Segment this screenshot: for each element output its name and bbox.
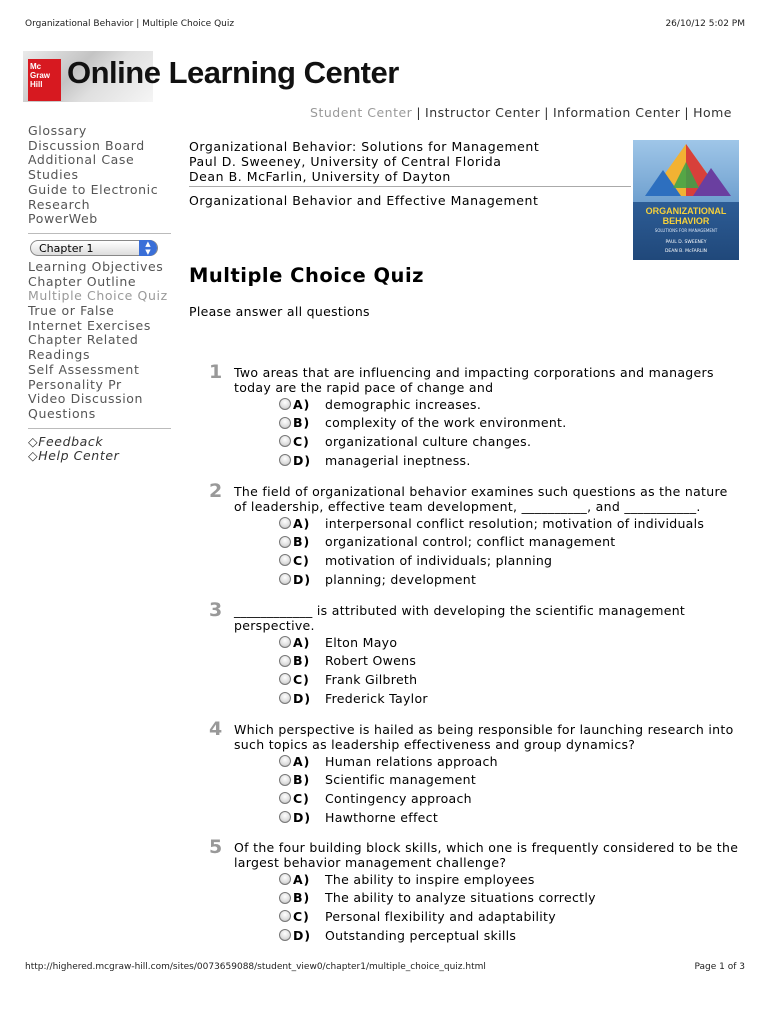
question-text: Of the four building block skills, which one is frequently considered to be the largest behavior management challenge?	[234, 840, 739, 870]
chapter-select[interactable]	[30, 240, 158, 256]
answer-option	[279, 889, 739, 908]
question-text: Two areas that are influencing and impacting corporations and managers today are the rapid pace of change and	[234, 365, 714, 395]
nav-instructor-center[interactable]: Instructor Center	[425, 105, 541, 120]
question-2	[209, 480, 739, 588]
option-text: The ability to inspire employees	[325, 871, 535, 887]
sidebar-item-learning-objectives[interactable]: Learning Objectives	[28, 258, 164, 274]
question-number: 4	[209, 718, 223, 740]
radio-button[interactable]	[279, 910, 291, 922]
sidebar-item-true-or-false[interactable]: True or False	[28, 303, 115, 319]
option-text: Hawthorne effect	[325, 809, 439, 825]
answer-option	[279, 808, 739, 827]
answer-option	[279, 570, 739, 589]
quiz-instructions: Please answer all questions	[189, 304, 370, 319]
answer-option	[279, 670, 739, 689]
radio-button[interactable]	[279, 398, 291, 410]
option-text: Personal flexibility and adaptability	[325, 908, 556, 924]
radio-button[interactable]	[279, 655, 291, 667]
cover-authors	[633, 238, 739, 256]
option-text: complexity of the work environment.	[325, 415, 567, 431]
select-arrows-icon: ▲ ▼	[139, 240, 157, 256]
answer-option	[279, 414, 739, 433]
option-text: The ability to analyze situations correctly	[325, 890, 596, 906]
radio-button[interactable]	[279, 929, 291, 941]
answer-option	[279, 432, 739, 451]
option-text: Contingency approach	[325, 790, 472, 806]
option-text: Frank Gilbreth	[325, 671, 418, 687]
option-text: Robert Owens	[325, 653, 417, 669]
option-text: managerial ineptness.	[325, 452, 471, 468]
option-text: organizational culture changes.	[325, 433, 532, 449]
option-letter: D)	[293, 809, 312, 825]
sidebar	[28, 124, 171, 464]
cover-subtitle: SOLUTIONS FOR MANAGEMENT	[654, 228, 718, 233]
option-letter: B)	[293, 534, 311, 550]
radio-button[interactable]	[279, 792, 291, 804]
question-number: 1	[209, 361, 223, 383]
top-navigation: Student Center | Instructor Center | Information Center | Home	[310, 105, 732, 120]
question-3	[209, 599, 739, 707]
option-text: Outstanding perceptual skills	[325, 927, 517, 943]
sidebar-item-additional-case[interactable]: Additional Case	[28, 152, 135, 168]
answer-option	[279, 395, 739, 414]
cover-author-1: PAUL D. SWEENEY	[665, 240, 707, 245]
cover-title: ORGANIZATIONAL BEHAVIOR	[645, 206, 727, 226]
question-number: 5	[209, 836, 223, 858]
sidebar-item-glossary[interactable]: Glossary	[28, 123, 87, 138]
sidebar-item-studies[interactable]: Studies	[28, 167, 79, 183]
radio-button[interactable]	[279, 873, 291, 885]
question-number: 2	[209, 480, 223, 502]
option-text: planning; development	[325, 571, 477, 587]
sidebar-item-chapter-outline[interactable]: Chapter Outline	[28, 273, 137, 289]
option-text: Human relations approach	[325, 753, 498, 769]
print-footer-url: http://highered.mcgraw-hill.com/sites/0073659088/student_view0/chapter1/multiple_choice_quiz.html	[25, 962, 486, 972]
chapter-select-value: Chapter 1	[39, 241, 94, 255]
banner-title: Online Learning Center	[67, 55, 399, 90]
radio-button[interactable]	[279, 755, 291, 767]
option-letter: C)	[293, 790, 310, 806]
option-text: Elton Mayo	[325, 634, 398, 650]
option-text: Scientific management	[325, 772, 477, 788]
sidebar-item-chapter-related[interactable]: Chapter Related	[28, 332, 139, 348]
answer-option	[279, 533, 739, 552]
question-4	[209, 718, 739, 826]
sidebar-item-guide-electronic[interactable]: Guide to Electronic	[28, 181, 159, 197]
radio-button[interactable]	[279, 673, 291, 685]
radio-button[interactable]	[279, 454, 291, 466]
sidebar-feedback-link[interactable]: ◇Feedback	[28, 433, 104, 449]
answer-option	[279, 451, 739, 470]
print-header-date: 26/10/12 5:02 PM	[665, 19, 745, 29]
sidebar-item-video-discussion[interactable]: Video Discussion	[28, 391, 144, 407]
option-text: demographic increases.	[325, 396, 482, 412]
sidebar-item-personality-pr[interactable]: Personality Pr	[28, 376, 122, 392]
option-letter: A)	[293, 753, 311, 769]
question-5	[209, 836, 739, 944]
olc-banner	[23, 51, 473, 102]
sidebar-item-discussion-board[interactable]: Discussion Board	[28, 137, 145, 153]
book-info	[189, 139, 631, 208]
nav-home[interactable]: Home	[693, 105, 732, 120]
sidebar-item-powerweb[interactable]: PowerWeb	[28, 211, 98, 227]
chapter-title: Organizational Behavior and Effective Management	[189, 193, 539, 208]
radio-button[interactable]	[279, 636, 291, 648]
option-letter: B)	[293, 890, 311, 906]
option-letter: D)	[293, 927, 312, 943]
print-footer	[25, 962, 745, 972]
radio-button[interactable]	[279, 692, 291, 704]
sidebar-item-internet-exercises[interactable]: Internet Exercises	[28, 317, 151, 333]
option-text: motivation of individuals; planning	[325, 552, 553, 568]
print-header	[25, 19, 745, 29]
sidebar-item-research[interactable]: Research	[28, 196, 91, 212]
option-text: Frederick Taylor	[325, 690, 428, 706]
option-letter: C)	[293, 908, 310, 924]
option-text: organizational control; conflict management	[325, 534, 616, 550]
sidebar-item-self-assessment[interactable]: Self Assessment	[28, 361, 140, 377]
answer-option	[279, 514, 739, 533]
answer-option	[279, 771, 739, 790]
option-letter: B)	[293, 772, 311, 788]
radio-button[interactable]	[279, 811, 291, 823]
sidebar-divider	[28, 233, 171, 234]
question-text: The field of organizational behavior examines such questions as the nature of leadership, effective team development, __________, and ___________.	[234, 484, 728, 514]
option-text: interpersonal conflict resolution; motivation of individuals	[325, 515, 705, 531]
option-letter: C)	[293, 671, 310, 687]
answer-option	[279, 551, 739, 570]
book-author-1: Paul D. Sweeney, University of Central Florida	[189, 154, 502, 169]
radio-button[interactable]	[279, 573, 291, 585]
option-letter: D)	[293, 571, 312, 587]
sidebar-item-readings[interactable]: Readings	[28, 347, 91, 363]
option-letter: C)	[293, 552, 310, 568]
answer-option	[279, 870, 739, 889]
book-cover-image	[633, 140, 739, 260]
question-1	[209, 361, 739, 469]
question-text: ____________ is attributed with developing the scientific management perspective.	[234, 603, 686, 633]
book-details	[189, 139, 631, 187]
radio-button[interactable]	[279, 435, 291, 447]
radio-button[interactable]	[279, 554, 291, 566]
answer-option	[279, 652, 739, 671]
sidebar-item-questions[interactable]: Questions	[28, 405, 96, 421]
sidebar-item-multiple-choice-quiz: Multiple Choice Quiz	[28, 288, 168, 304]
sidebar-help-center-link[interactable]: ◇Help Center	[28, 448, 120, 464]
mcgraw-hill-logo[interactable]: Mc Graw Hill	[28, 59, 61, 101]
book-title: Organizational Behavior: Solutions for Management	[189, 139, 540, 154]
sidebar-divider	[28, 428, 171, 429]
option-letter: A)	[293, 634, 311, 650]
page-title: Multiple Choice Quiz	[189, 264, 424, 287]
answer-option	[279, 633, 739, 652]
radio-button[interactable]	[279, 774, 291, 786]
answer-option	[279, 752, 739, 771]
option-letter: A)	[293, 515, 311, 531]
option-letter: D)	[293, 690, 312, 706]
print-header-title: Organizational Behavior | Multiple Choice Quiz	[25, 19, 235, 29]
pyramids-illustration	[633, 140, 739, 202]
nav-student-center: Student Center	[310, 105, 413, 120]
option-letter: D)	[293, 452, 312, 468]
answer-option	[279, 926, 739, 945]
option-letter: B)	[293, 415, 311, 431]
answer-option	[279, 689, 739, 708]
nav-information-center[interactable]: Information Center	[552, 105, 681, 120]
answer-option	[279, 789, 739, 808]
cover-author-2: DEAN B. McFARLIN	[664, 249, 708, 254]
option-letter: A)	[293, 871, 311, 887]
answer-option	[279, 907, 739, 926]
question-number: 3	[209, 599, 223, 621]
option-letter: A)	[293, 396, 311, 412]
radio-button[interactable]	[279, 417, 291, 429]
book-author-2: Dean B. McFarlin, University of Dayton	[189, 169, 451, 184]
radio-button[interactable]	[279, 892, 291, 904]
question-text: Which perspective is hailed as being responsible for launching research into such topics as leadership effectiveness and group dynamics?	[234, 722, 734, 752]
radio-button[interactable]	[279, 517, 291, 529]
option-letter: B)	[293, 653, 311, 669]
print-footer-page: Page 1 of 3	[694, 962, 745, 972]
option-letter: C)	[293, 433, 310, 449]
radio-button[interactable]	[279, 536, 291, 548]
